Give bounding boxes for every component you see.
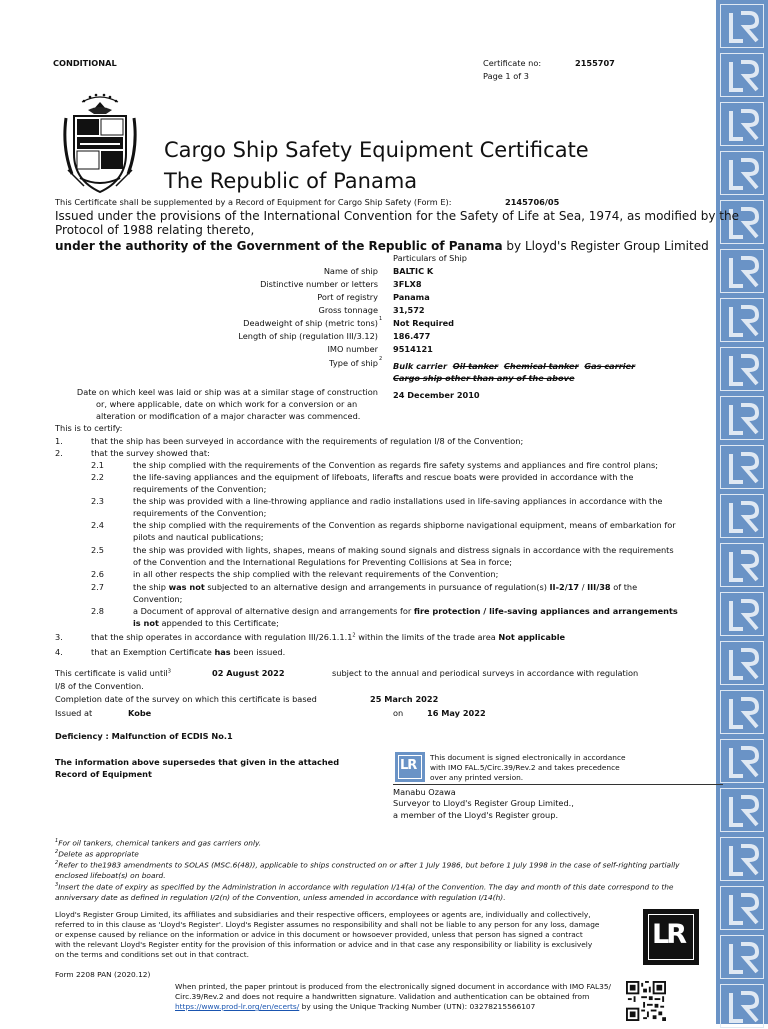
lr-tile-icon — [721, 985, 765, 1029]
disclaimer — [55, 910, 599, 960]
keel-label-1: Date on which keel was laid or ship was at a similar stage of construction — [76, 387, 378, 397]
lr-tile-icon — [721, 397, 765, 441]
subitem-text: the ship complied with the requirements of the Convention as regards shipborne navigational equipment, means of embarkation for — [133, 520, 676, 530]
lr-tile-icon — [721, 838, 765, 882]
lr-strip-tile — [720, 543, 764, 587]
certify-intro: This is to certify: — [55, 423, 123, 433]
valid-subject-text-2: I/8 of the Convention. — [55, 681, 144, 691]
issued-at-place: Kobe — [128, 708, 152, 718]
subitem-text: the ship was provided with a line-throwing appliance and radio installations used in life-saving appliances in accordance with the — [133, 496, 663, 506]
subitem-2-8-text-2: is not appended to this Certificate; — [133, 618, 279, 628]
particular-label: Gross tonnage — [318, 305, 378, 315]
lr-tile-icon — [721, 250, 765, 294]
lr-tile-icon — [721, 936, 765, 980]
subitem-number: 2.5 — [91, 545, 105, 555]
lr-strip-tile — [720, 249, 764, 293]
lr-strip-tile — [720, 53, 764, 97]
lr-esign-logo: LR — [395, 752, 425, 782]
item-3-number: 3. — [55, 632, 63, 642]
lr-strip-tile — [720, 641, 764, 685]
lr-strip-tile — [720, 396, 764, 440]
lr-brand-strip — [716, 0, 768, 1024]
lr-tile-icon — [721, 103, 765, 147]
subitem-2-8-text: a Document of approval of alternative design and arrangements for fire protection / life-saving appliances and arrangements — [133, 606, 678, 616]
subitem-text-cont: requirements of the Convention; — [133, 484, 267, 494]
lr-strip-tile — [720, 347, 764, 391]
surveyor-member: a member of the Lloyd's Register group. — [393, 810, 559, 820]
qr-code — [626, 981, 666, 1021]
subitem-text: the ship complied with the requirements of the Convention as regards fire safety systems and appliances and fire control plans; — [133, 460, 659, 470]
particular-value: Panama — [393, 292, 430, 302]
item-2-text: that the survey showed that: — [91, 448, 210, 458]
footnote-1: $^1$For oil tankers, chemical tankers and gas carriers only. — [55, 838, 262, 848]
lr-tile-icon — [721, 495, 765, 539]
ship-type-other: Cargo ship other than any of the above — [393, 373, 575, 383]
particular-label: Port of registry — [317, 292, 378, 302]
esign-note: This document is signed electronically in accordance with IMO FAL.5/Circ.39/Rev.2 and takes precedence over any printed version. — [430, 753, 626, 782]
lr-logo: LR — [643, 909, 699, 965]
particular-value: BALTIC K — [393, 266, 434, 276]
subitem-number: 2.2 — [91, 472, 105, 482]
lr-tile-icon — [721, 740, 765, 784]
particular-label: Type of ship — [329, 358, 378, 368]
lr-strip-tile — [720, 886, 764, 930]
subitem-text-cont: of the Convention and the International Regulations for Preventing Collisions at Sea in force; — [133, 557, 513, 567]
lr-strip-tile — [720, 592, 764, 636]
lr-tile-icon — [721, 887, 765, 931]
subitem-number: 2.4 — [91, 520, 105, 530]
lr-tile-icon — [721, 152, 765, 196]
cert-no-value: 2155707 — [575, 58, 615, 68]
supersedes-text-2: Record of Equipment — [55, 769, 152, 779]
valid-until-date: 02 August 2022 — [212, 668, 285, 678]
cert-no-label: Certificate no: — [483, 58, 542, 68]
surveyor-role: Surveyor to Lloyd's Register Group Limited., — [393, 798, 574, 808]
certificate-subtitle: The Republic of Panama — [164, 169, 418, 193]
supplement-text: This Certificate shall be supplemented by a Record of Equipment for Cargo Ship Safety (Form E): — [55, 197, 452, 207]
footnote-4: $^3$Insert the date of expiry as specified by the Administration in accordance with regulation I/14(a) of the Convention. The day and month of this date correspond to the — [55, 882, 674, 892]
lr-tile-icon — [721, 5, 765, 49]
subitem-number: 2.3 — [91, 496, 105, 506]
subitem-2-7-text-2: Convention; — [133, 594, 183, 604]
lr-tile-icon — [721, 348, 765, 392]
lr-strip-tile — [720, 984, 764, 1028]
particular-value: Not Required — [393, 318, 455, 328]
item-1-text: that the ship has been surveyed in accordance with the requirements of regulation I/8 of the Convention; — [91, 436, 524, 446]
valid-until-label: This certificate is valid until$^3$ — [55, 668, 171, 678]
certificate-title: Cargo Ship Safety Equipment Certificate — [164, 138, 589, 162]
page-number: Page 1 of 3 — [483, 71, 529, 81]
lr-strip-tile — [720, 445, 764, 489]
lr-strip-tile — [720, 690, 764, 734]
issued-on-label: on — [393, 708, 404, 718]
lr-strip-tile — [720, 739, 764, 783]
subitem-2-7-text: the ship was not subjected to an alternative design and arrangements in pursuance of regulation(s) II-2/17 / III/38 of the — [133, 582, 638, 592]
completion-date: 25 March 2022 — [370, 694, 439, 704]
disclaimer-line: Lloyd's Register Group Limited, its affiliates and subsidiaries and their respective officers, employees or agents are, individually and collectively, — [55, 910, 591, 919]
supplement-number: 2145706/05 — [505, 197, 560, 207]
lr-tile-icon — [721, 789, 765, 833]
subitem-2-7-number: 2.7 — [91, 582, 105, 592]
subitem-text-cont: requirements of the Convention; — [133, 508, 267, 518]
deficiency-text: Deficiency : Malfunction of ECDIS No.1 — [55, 731, 233, 741]
authority-line: under the authority of the Government of the Republic of Panama by Lloyd's Register Group Limited — [55, 239, 709, 253]
lr-strip-tile — [720, 788, 764, 832]
disclaimer-line: or expense caused by reliance on the information or advice in this document or howsoever provided, unless that person has signed a contract — [55, 930, 583, 939]
subitem-number: 2.1 — [91, 460, 105, 470]
issued-under-line1: Issued under the provisions of the International Convention for the Safety of Life at Sea, 1974, as modified by the — [55, 209, 739, 223]
item-1-number: 1. — [55, 436, 63, 446]
particular-value: 186.477 — [393, 331, 431, 341]
lr-tile-icon — [721, 201, 765, 245]
lr-tile-icon — [721, 642, 765, 686]
lr-tile-icon — [721, 593, 765, 637]
particular-label: Name of ship — [323, 266, 378, 276]
issued-at-label: Issued at — [55, 708, 93, 718]
item-2-number: 2. — [55, 448, 63, 458]
signature-line — [393, 784, 723, 785]
lr-strip-tile — [720, 494, 764, 538]
lr-strip-tile — [720, 151, 764, 195]
lr-strip-tile — [720, 4, 764, 48]
footnote-3-cont: enclosed lifeboat(s) on board. — [55, 871, 166, 880]
subitem-text: in all other respects the ship complied with the relevant requirements of the Convention; — [133, 569, 499, 579]
valid-subject-text: subject to the annual and periodical surveys in accordance with regulation — [332, 668, 639, 678]
lr-strip-tile — [720, 298, 764, 342]
subitem-text: the ship was provided with lights, shapes, means of making sound signals and distress signals in accordance with the requirements — [133, 545, 674, 555]
disclaimer-line: referred to in this clause as 'Lloyd's Register'. Lloyd's Register assumes no responsibility and shall not be liable to any person for any loss, damage — [55, 920, 600, 929]
print-note: When printed, the paper printout is produced from the electronically signed document in accordance with IMO FAL35/ Circ.39/Rev.2 and does not require a handwritten signature. Validation and authentication can be obtained from https://www.prod-lr.org/en/ecerts/ by using the Unique Tracking Number (UTN): 03278215566107 — [175, 982, 612, 1011]
particular-value: 9514121 — [393, 344, 433, 354]
lr-tile-icon — [721, 691, 765, 735]
keel-label-3: alteration or modification of a major character was commenced. — [96, 411, 361, 421]
surveyor-name: Manabu Ozawa — [393, 787, 456, 797]
particular-footnote-ref: 1 — [379, 316, 383, 322]
item-3-text: that the ship operates in accordance with regulation III/26.1.1.1$^2$ within the limits of the trade area Not applicable — [91, 632, 566, 642]
particular-footnote-ref: 2 — [379, 356, 383, 362]
subitem-2-8-number: 2.8 — [91, 606, 105, 616]
disclaimer-line: with the relevant Lloyd's Register entity for the provision of this information or advice and in that case any responsibility or liability is exclusively — [55, 940, 593, 949]
panama-coat-of-arms — [60, 88, 140, 200]
footnote-2: $^2$Delete as appropriate — [55, 849, 139, 859]
lr-tile-icon — [721, 54, 765, 98]
particular-value: 3FLX8 — [393, 279, 422, 289]
subitem-text-cont: pilots and nautical publications; — [133, 532, 264, 542]
particular-label: Deadweight of ship (metric tons) — [243, 318, 378, 328]
item-4-text: that an Exemption Certificate has been issued. — [91, 647, 286, 657]
item-4-number: 4. — [55, 647, 63, 657]
form-number: Form 2208 PAN (2020.12) — [55, 970, 151, 979]
lr-strip-tile — [720, 837, 764, 881]
lr-tile-icon — [721, 299, 765, 343]
keel-label-2: or, where applicable, date on which work for a conversion or an — [96, 399, 358, 409]
disclaimer-line: on the terms and conditions set out in that contract. — [55, 950, 249, 959]
subitem-text: the life-saving appliances and the equipment of lifeboats, liferafts and rescue boats were provided in accordance with the — [133, 472, 634, 482]
lr-tile-icon — [721, 446, 765, 490]
issued-under-line2: Protocol of 1988 relating thereto, — [55, 223, 255, 237]
particular-value: 31,572 — [393, 305, 425, 315]
lr-tile-icon — [721, 544, 765, 588]
ship-type-options: Bulk carrier Oil tanker Chemical tanker Gas carrier — [393, 361, 636, 371]
footnote-4-cont: anniversary date as defined in regulation I/2(n) of the Convention, unless amended in accordance with regulation I/14(h). — [55, 893, 506, 902]
keel-date: 24 December 2010 — [393, 390, 480, 400]
conditional-label: CONDITIONAL — [53, 58, 117, 68]
lr-strip-tile — [720, 935, 764, 979]
particular-label: Length of ship (regulation III/3.12) — [238, 331, 378, 341]
particulars-heading: Particulars of Ship — [393, 253, 468, 263]
footnote-3: $^2$Refer to the1983 amendments to SOLAS (MSC.6(48)), applicable to ships constructed on or after 1 July 1986, but before 1 July 1998 in the case of self-righting partially — [55, 860, 680, 870]
particular-label: IMO number — [327, 344, 378, 354]
supersedes-text-1: The information above supersedes that given in the attached — [55, 757, 340, 767]
particular-label: Distinctive number or letters — [260, 279, 378, 289]
issued-on-date: 16 May 2022 — [427, 708, 486, 718]
subitem-number: 2.6 — [91, 569, 105, 579]
lr-strip-tile — [720, 102, 764, 146]
completion-label: Completion date of the survey on which this certificate is based — [55, 694, 317, 704]
ecerts-link[interactable]: https://www.prod-lr.org/en/ecerts/ — [175, 1002, 300, 1011]
